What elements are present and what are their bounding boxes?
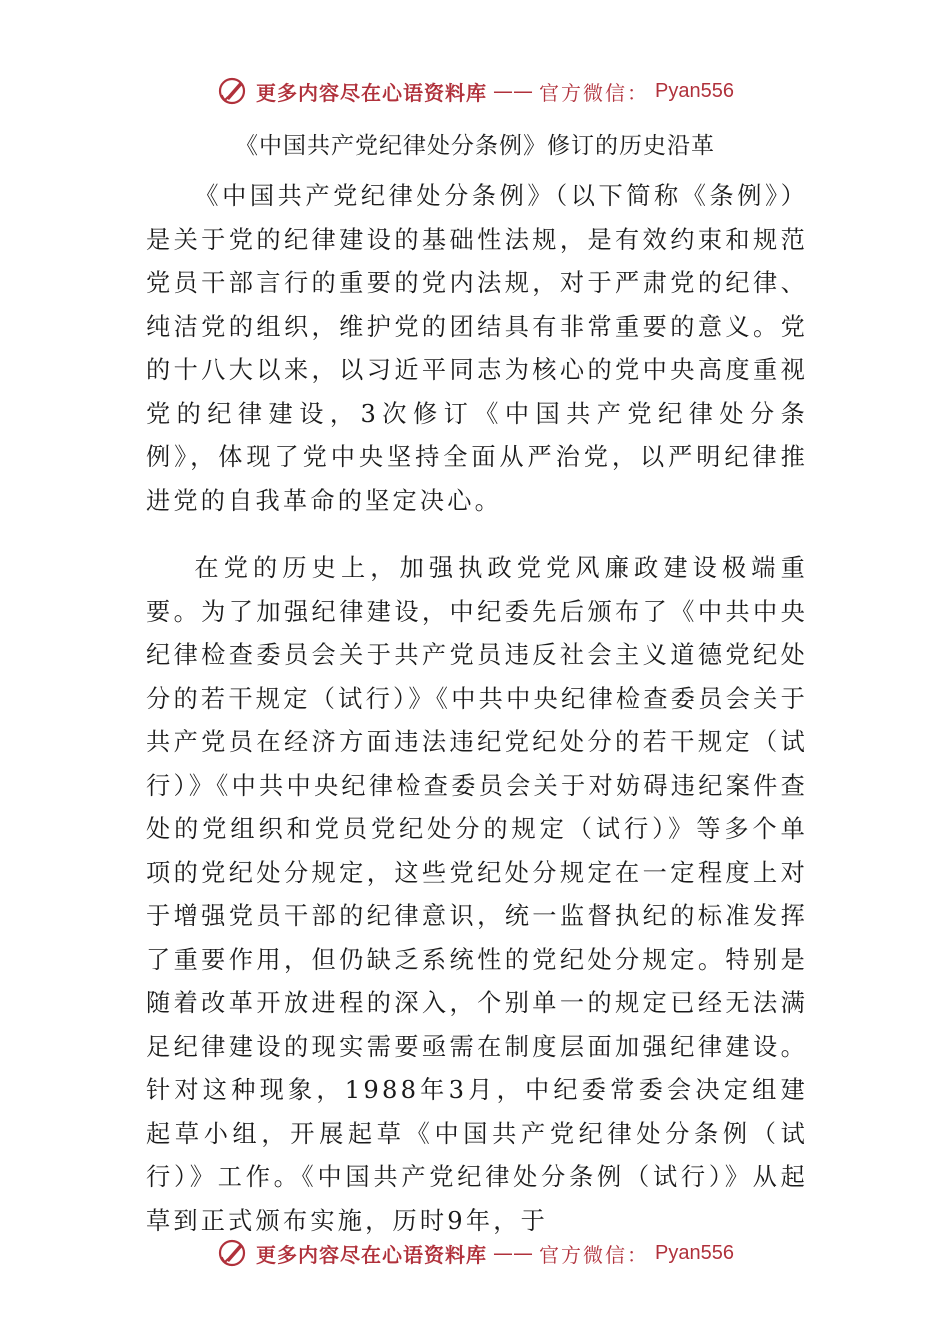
banner-wechat-label: 官方微信： <box>539 1242 650 1267</box>
banner-site-name: 更多内容尽在心语资料库 <box>256 80 488 105</box>
banner-wechat-label: 官方微信： <box>539 80 650 105</box>
document-title: 《中国共产党纪律处分条例》修订的历史沿革 <box>235 133 715 159</box>
header-banner <box>0 74 950 108</box>
banner-wechat-id: Pyan556 <box>655 1241 734 1264</box>
banner-site-name: 更多内容尽在心语资料库 <box>256 1242 488 1267</box>
document-body <box>146 175 808 1243</box>
quill-logo-icon <box>216 1236 250 1270</box>
banner-separator: —— <box>493 79 534 103</box>
paragraph: 在党的历史上，加强执政党党风廉政建设极端重要。为了加强纪律建设，中纪委先后颁布了《中共中央纪律检查委员会关于共产党员违反社会主义道德党纪处分的若干规定（试行）》《中共中央纪律检查委员会关于共产党员在经济方面违法违纪党纪处分的若干规定（试行）》《中共中央纪律检查委员会关于对妨碍违纪案件查处的党组织和党员党纪处分的规定（试行）》等多个单项的党纪处分规定，这些党纪处分规定在一定程度上对于增强党员干部的纪律意识，统一监督执纪的标准发挥了重要作用，但仍缺乏系统性的党纪处分规定。特别是随着改革开放进程的深入，个别单一的规定已经无法满足纪律建设的现实需要亟需在制度层面加强纪律建设。针对这种现象，1988年3月，中纪委常委会决定组建起草小组，开展起草《中国共产党纪律处分条例（试行）》工作。《中国共产党纪律处分条例（试行）》从起草到正式颁布实施，历时9年，于 <box>146 554 808 1235</box>
footer-banner <box>0 1236 950 1270</box>
banner-separator: —— <box>493 1241 534 1265</box>
banner-wechat-id: Pyan556 <box>655 79 734 102</box>
paragraph: 《中国共产党纪律处分条例》（以下简称《条例》）是关于党的纪律建设的基础性法规，是有效约束和规范党员干部言行的重要的党内法规，对于严肃党的纪律、纯洁党的组织，维护党的团结具有非常重要的意义。党的十八大以来，以习近平同志为核心的党中央高度重视党的纪律建设，3次修订《中国共产党纪律处分条例》，体现了党中央坚持全面从严治党，以严明纪律推进党的自我革命的坚定决心。 <box>146 182 808 515</box>
quill-logo-icon <box>216 74 250 108</box>
